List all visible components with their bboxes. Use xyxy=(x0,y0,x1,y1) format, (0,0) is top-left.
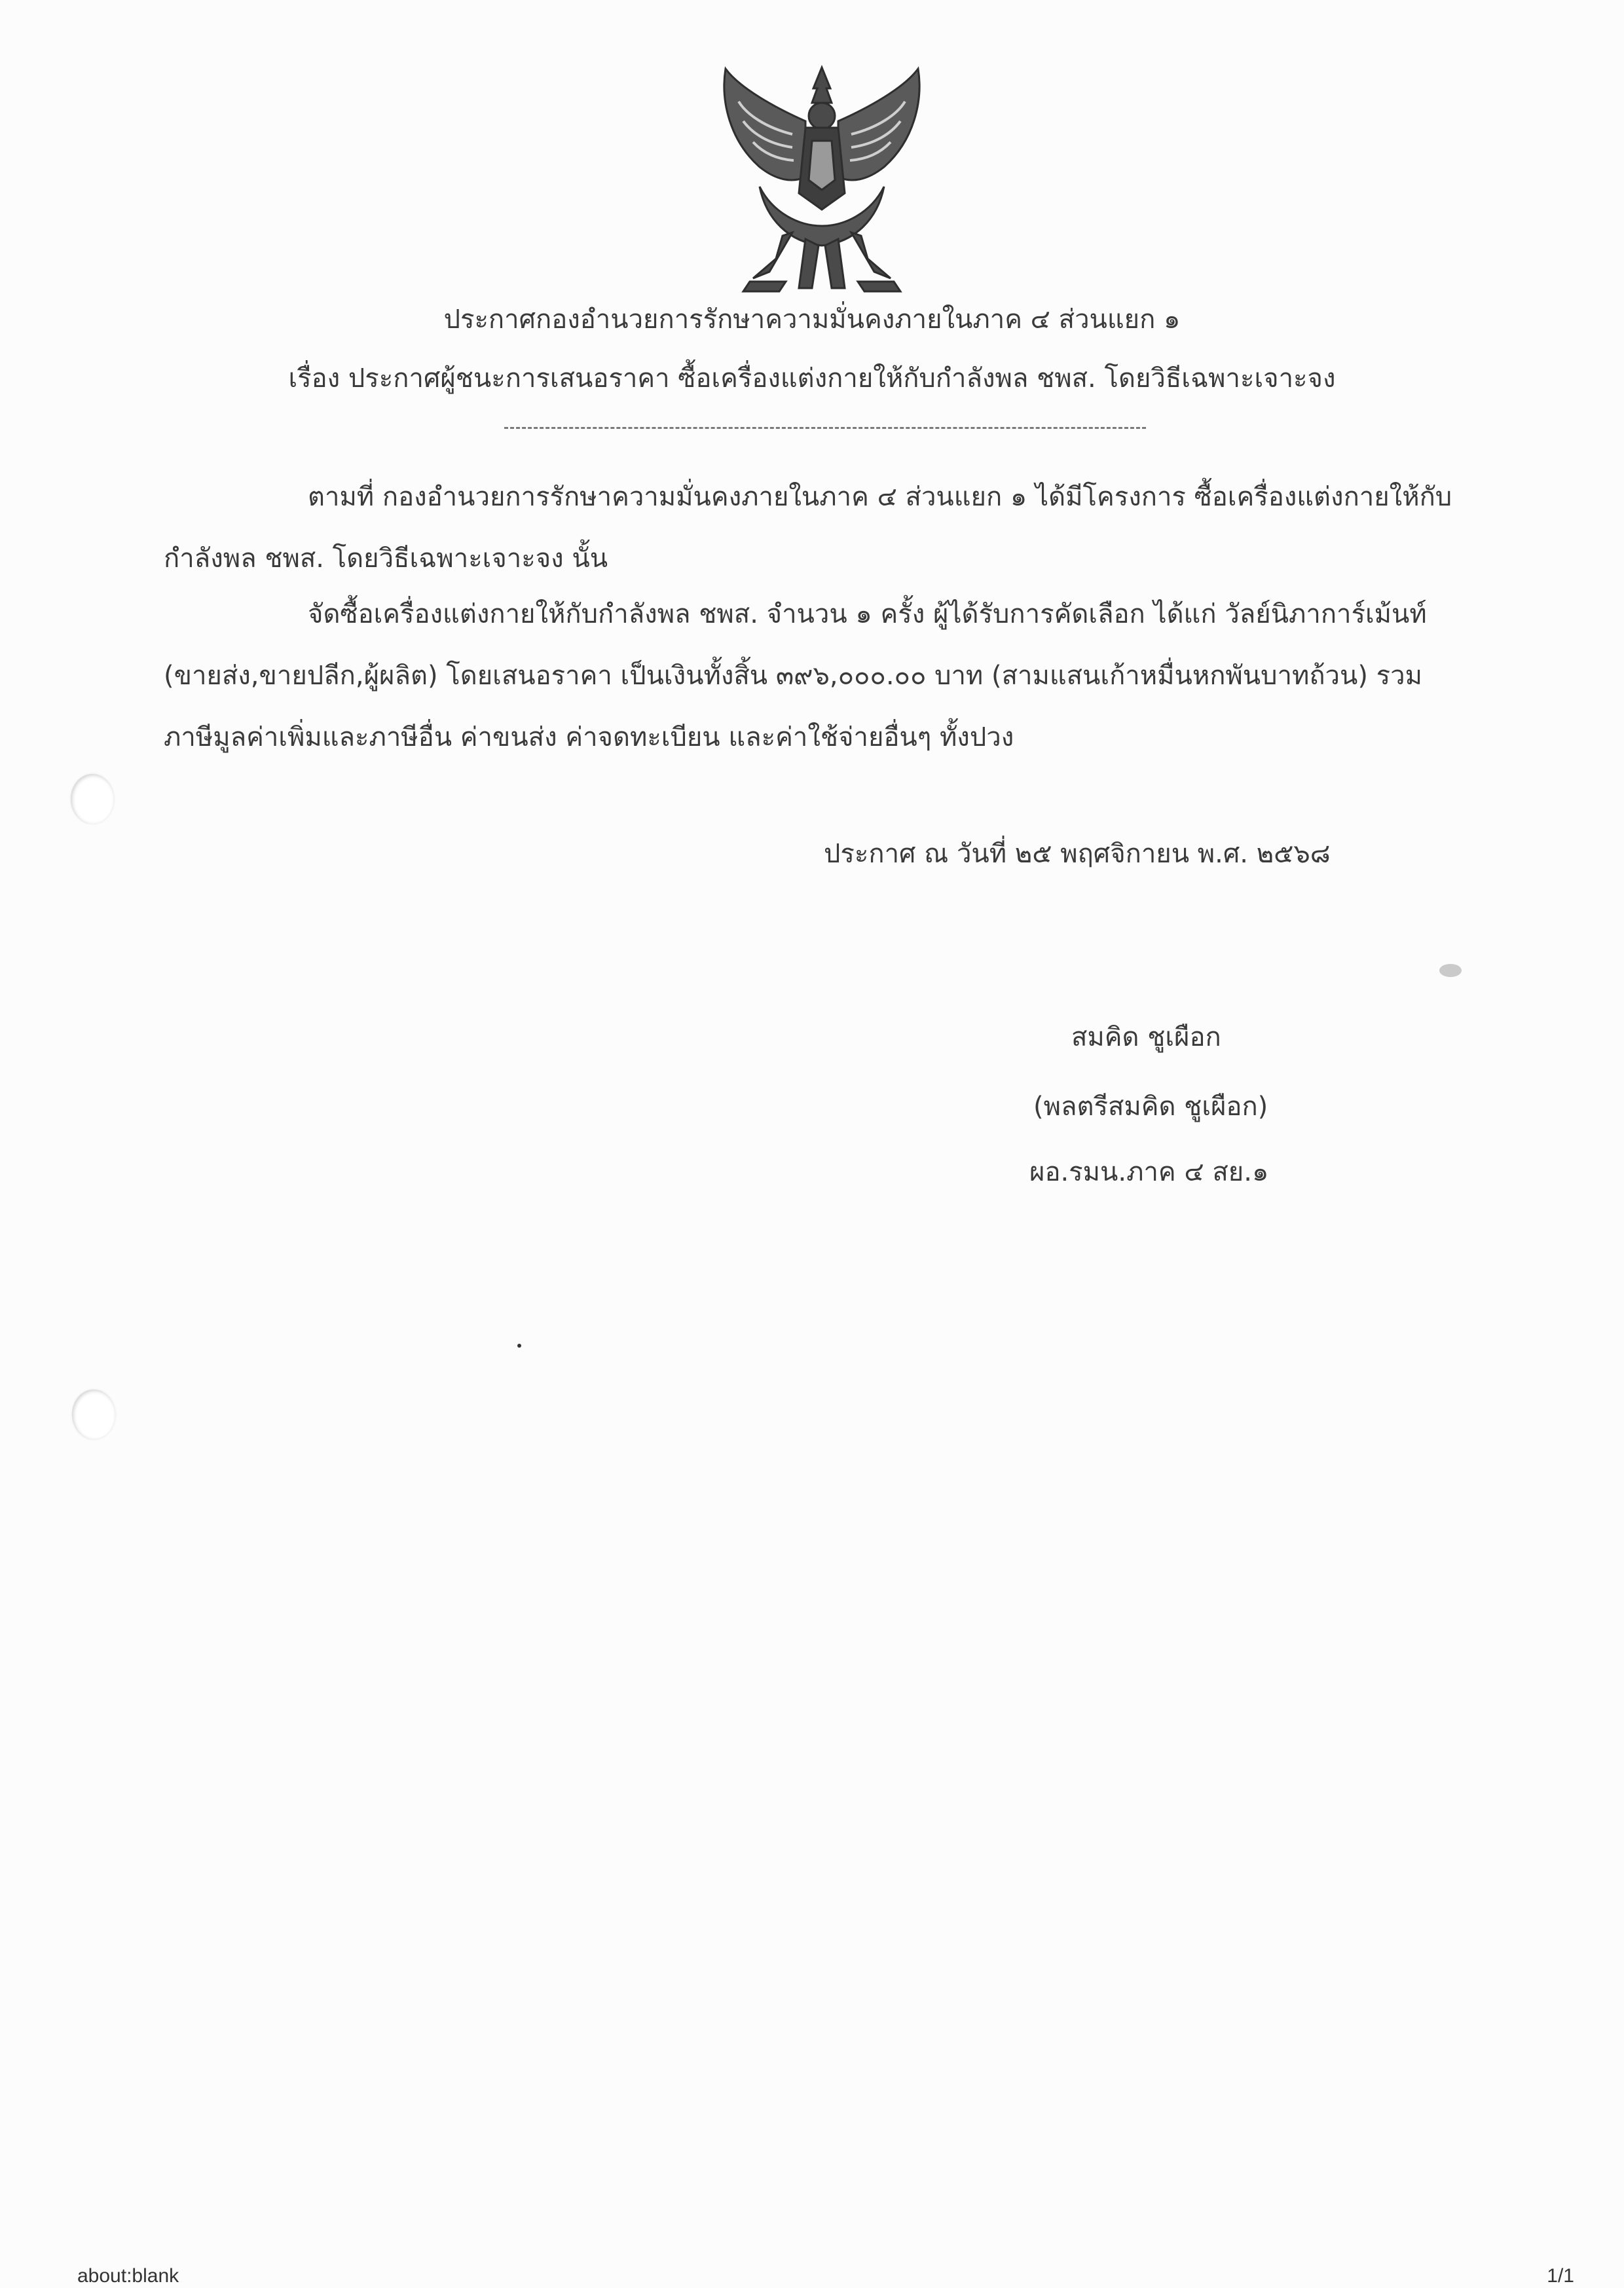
punch-hole xyxy=(72,1390,115,1439)
signature-full-name: (พลตรีสมคิด ชูเผือก) xyxy=(1033,1092,1268,1122)
divider-line xyxy=(504,427,1146,429)
body-paragraph-2-line-1: จัดซื้อเครื่องแต่งกายให้กับกำลังพล ชพส. จำนวน ๑ ครั้ง ผู้ได้รับการคัดเลือก ได้แก่ วัลย์นิภาการ์เม้นท์ xyxy=(308,599,1427,629)
signature-name: สมคิด ชูเผือก xyxy=(1071,1022,1221,1052)
paper-speck xyxy=(1439,964,1462,977)
body-paragraph-2-line-3: ภาษีมูลค่าเพิ่มและภาษีอื่น ค่าขนส่ง ค่าจดทะเบียน และค่าใช้จ่ายอื่นๆ ทั้งปวง xyxy=(164,722,1014,752)
body-paragraph-1-line-2: กำลังพล ชพส. โดยวิธีเฉพาะเจาะจง นั้น xyxy=(164,544,608,574)
paper-dot xyxy=(517,1344,521,1348)
footer-page-number: 1/1 xyxy=(1547,2265,1574,2287)
announcement-date: ประกาศ ณ วันที่ ๒๕ พฤศจิกายน พ.ศ. ๒๕๖๘ xyxy=(824,839,1331,869)
signature-position: ผอ.รมน.ภาค ๔ สย.๑ xyxy=(1029,1157,1269,1187)
body-paragraph-2-line-2: (ขายส่ง,ขายปลีก,ผู้ผลิต) โดยเสนอราคา เป็นเงินทั้งสิ้น ๓๙๖,๐๐๐.๐๐ บาท (สามแสนเก้าหมื่นหกพันบาทถ้วน) รวม xyxy=(164,661,1422,691)
punch-hole xyxy=(71,774,114,824)
document-subject: เรื่อง ประกาศผู้ชนะการเสนอราคา ซื้อเครื่องแต่งกายให้กับกำลังพล ชพส. โดยวิธีเฉพาะเจาะจง xyxy=(288,363,1336,394)
garuda-emblem-icon xyxy=(714,62,930,295)
document-title: ประกาศกองอำนวยการรักษาความมั่นคงภายในภาค ๔ ส่วนแยก ๑ xyxy=(443,304,1181,335)
body-paragraph-1-line-1: ตามที่ กองอำนวยการรักษาความมั่นคงภายในภาค ๔ ส่วนแยก ๑ ได้มีโครงการ ซื้อเครื่องแต่งกายให้กับ xyxy=(308,482,1452,512)
footer-url: about:blank xyxy=(77,2265,179,2287)
